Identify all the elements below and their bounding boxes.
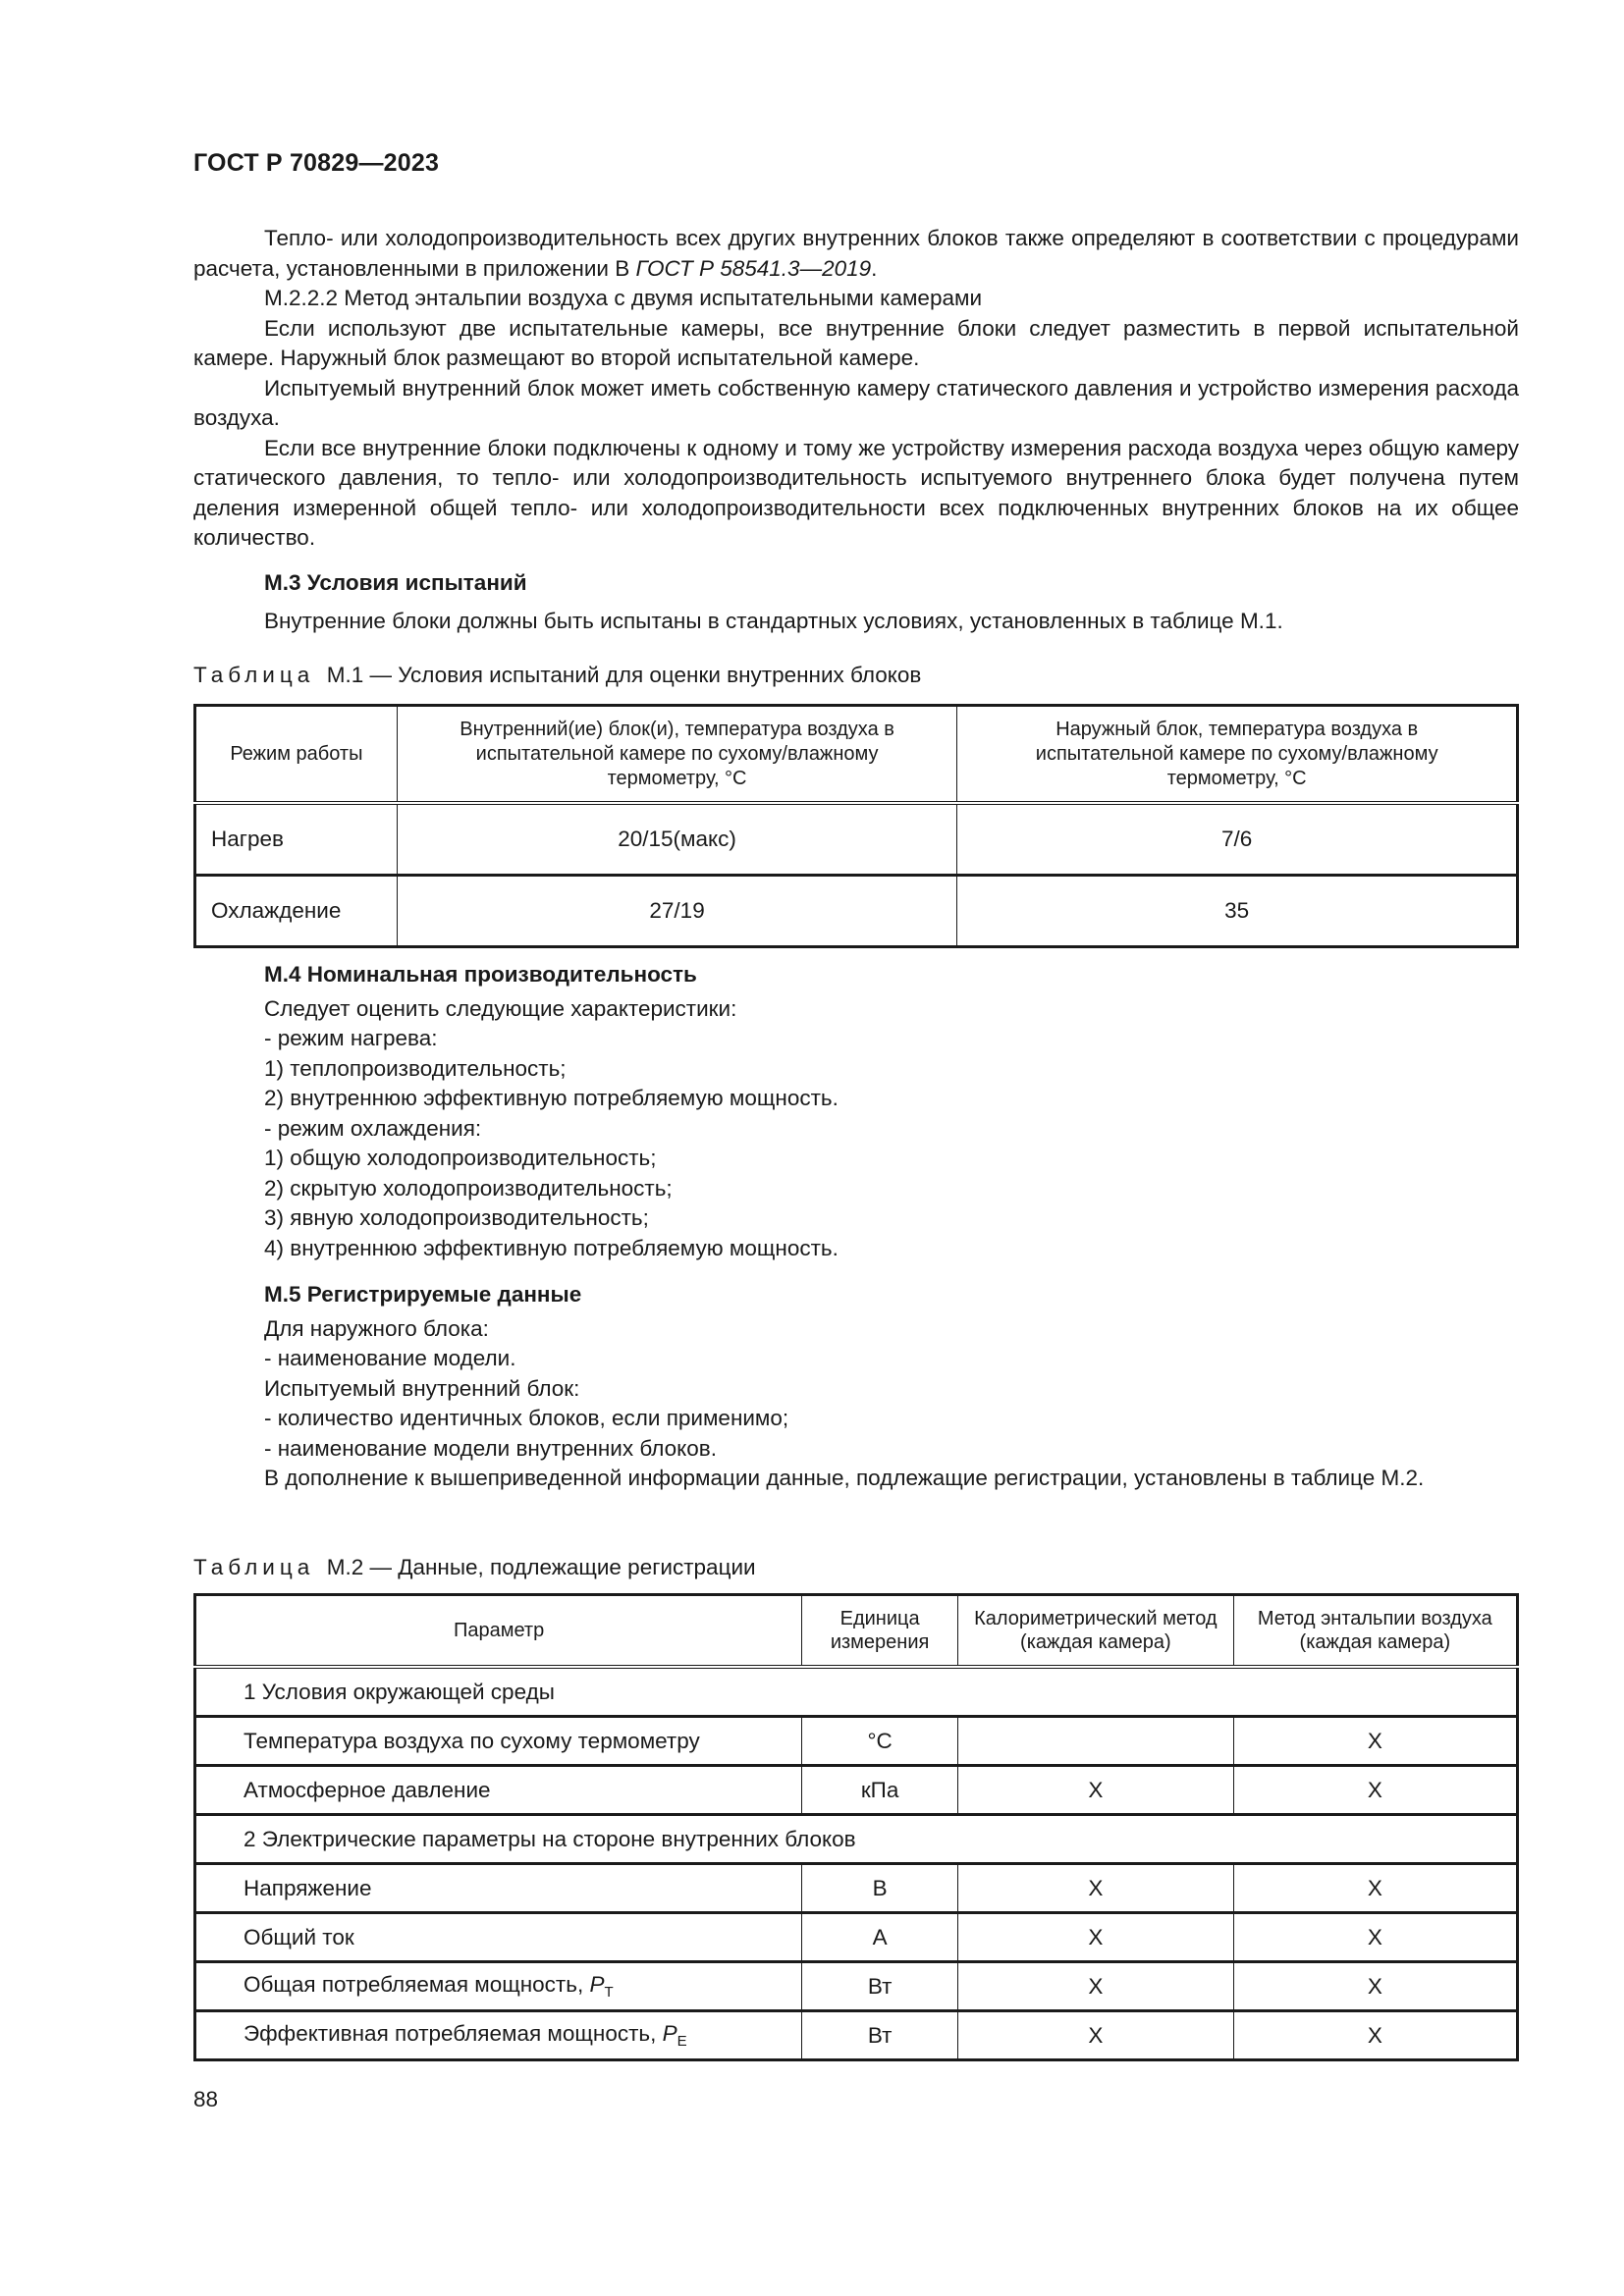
calorimetric-cell: Х bbox=[958, 1766, 1234, 1815]
parameter-cell: Напряжение bbox=[195, 1864, 802, 1913]
column-header: Режим работы bbox=[195, 706, 398, 804]
table-row bbox=[195, 876, 1518, 947]
column-header: Единица измерения bbox=[802, 1595, 958, 1668]
list-item: - наименование модели. bbox=[264, 1346, 516, 1370]
list-item: - количество идентичных блоков, если применимо; bbox=[264, 1406, 789, 1430]
table-row bbox=[195, 1766, 1518, 1815]
section-heading: М.4 Номинальная производительность bbox=[264, 962, 697, 987]
table-cell: Нагрев bbox=[195, 803, 398, 876]
table-cell: 35 bbox=[957, 876, 1518, 947]
list-item: 1) общую холодопроизводительность; bbox=[264, 1146, 657, 1170]
symbol-subscript: E bbox=[677, 2033, 687, 2050]
table-row bbox=[195, 2011, 1518, 2060]
list-item: 1) теплопроизводительность; bbox=[264, 1055, 567, 1081]
table-row bbox=[195, 1913, 1518, 1962]
subsection-title: М.2.2.2 Метод энтальпии воздуха с двумя испытательными камерами bbox=[264, 286, 983, 310]
enthalpy-cell: Х bbox=[1233, 1717, 1517, 1766]
table-row bbox=[195, 1864, 1518, 1913]
paragraph: В дополнение к вышеприведенной информации данные, подлежащие регистрации, установлены в таблице М.2. bbox=[264, 1466, 1425, 1490]
list-item: Для наружного блока: bbox=[264, 1315, 489, 1341]
table-m2-caption: Таблица М.2 — Данные, подлежащие регистрации bbox=[193, 1555, 756, 1579]
paragraph: Испытуемый внутренний блок может иметь собственную камеру статического давления и устройство измерения расхода воздуха. bbox=[193, 375, 1519, 430]
enthalpy-cell: Х bbox=[1233, 1913, 1517, 1962]
table-group-row bbox=[195, 1815, 1518, 1864]
table-cell: 7/6 bbox=[957, 803, 1518, 876]
column-header: Параметр bbox=[195, 1595, 802, 1668]
list-item: 2) скрытую холодопроизводительность; bbox=[264, 1175, 673, 1201]
intro-section bbox=[193, 224, 1519, 554]
section-m3 bbox=[193, 568, 1519, 636]
calorimetric-cell: Х bbox=[958, 1962, 1234, 2011]
calorimetric-cell: Х bbox=[958, 2011, 1234, 2060]
unit-cell: А bbox=[802, 1913, 958, 1962]
section-m4 bbox=[193, 960, 1519, 1263]
standard-reference: ГОСТ Р 58541.3—2019 bbox=[635, 255, 872, 281]
enthalpy-cell: Х bbox=[1233, 1766, 1517, 1815]
unit-cell: °С bbox=[802, 1717, 958, 1766]
unit-cell: Вт bbox=[802, 2011, 958, 2060]
table-m1 bbox=[193, 704, 1519, 948]
section-m5 bbox=[193, 1280, 1519, 1494]
list-item: 3) явную холодопроизводительность; bbox=[264, 1205, 649, 1230]
symbol-subscript: T bbox=[604, 1984, 614, 2001]
list-item: 4) внутреннюю эффективную потребляемую мощность. bbox=[264, 1235, 839, 1260]
column-header: Наружный блок, температура воздуха в испытательной камере по сухому/влажному термометру, °С bbox=[957, 706, 1518, 804]
column-header: Калориметрический метод (каждая камера) bbox=[958, 1595, 1234, 1668]
table-row bbox=[195, 1962, 1518, 2011]
calorimetric-cell: Х bbox=[958, 1913, 1234, 1962]
paragraph: Тепло- или холодопроизводительность всех других внутренних блоков также определяют в соответствии с процедурами расчета, установленными в приложении В ГОСТ Р 58541.3—2019. bbox=[193, 226, 1519, 281]
symbol: P bbox=[662, 2021, 677, 2046]
paragraph: Если все внутренние блоки подключены к одному и тому же устройству измерения расхода воздуха через общую камеру статического давления, то тепло- или холодопроизводительность испытуемого внутреннего блока будет получена путем деления измеренной общей тепло- или холодопроизводительности всех подключенных внутренних блоков на их общее количество. bbox=[193, 435, 1519, 550]
list-item: - наименование модели внутренних блоков. bbox=[264, 1435, 717, 1461]
paragraph: Если используют две испытательные камеры, все внутренние блоки следует разместить в первой испытательной камере. Наружный блок размещают во второй испытательной камере. bbox=[193, 315, 1519, 370]
parameter-cell: Эффективная потребляемая мощность, $P_E$ bbox=[195, 2011, 802, 2060]
list-item: Следует оценить следующие характеристики: bbox=[264, 995, 737, 1021]
enthalpy-cell: Х bbox=[1233, 2011, 1517, 2060]
column-header: Метод энтальпии воздуха (каждая камера) bbox=[1233, 1595, 1517, 1668]
table-row bbox=[195, 1717, 1518, 1766]
enthalpy-cell: Х bbox=[1233, 1864, 1517, 1913]
unit-cell: В bbox=[802, 1864, 958, 1913]
unit-cell: Вт bbox=[802, 1962, 958, 2011]
group-title: 1 Условия окружающей среды bbox=[195, 1667, 1518, 1717]
section-heading: М.3 Условия испытаний bbox=[264, 570, 527, 595]
calorimetric-cell bbox=[958, 1717, 1234, 1766]
list-item: - режим охлаждения: bbox=[264, 1115, 482, 1141]
list-item: 2) внутреннюю эффективную потребляемую мощность. bbox=[264, 1086, 839, 1110]
enthalpy-cell: Х bbox=[1233, 1962, 1517, 2011]
parameter-cell: Атмосферное давление bbox=[195, 1766, 802, 1815]
list-item: - режим нагрева: bbox=[264, 1026, 438, 1050]
table-row bbox=[195, 803, 1518, 876]
page-number: 88 bbox=[193, 2087, 219, 2111]
table-cell: Охлаждение bbox=[195, 876, 398, 947]
section-heading: М.5 Регистрируемые данные bbox=[264, 1282, 582, 1307]
group-title: 2 Электрические параметры на стороне внутренних блоков bbox=[195, 1815, 1518, 1864]
list-item: Испытуемый внутренний блок: bbox=[264, 1375, 580, 1401]
recorded-info-list bbox=[193, 1314, 1519, 1465]
characteristics-list bbox=[193, 994, 1519, 1264]
table-m1-caption: Таблица М.1 — Условия испытаний для оценки внутренних блоков bbox=[193, 663, 922, 687]
parameter-cell: Температура воздуха по сухому термометру bbox=[195, 1717, 802, 1766]
paragraph: Внутренние блоки должны быть испытаны в стандартных условиях, установленных в таблице М.1. bbox=[264, 608, 1283, 633]
calorimetric-cell: Х bbox=[958, 1864, 1234, 1913]
column-header: Внутренний(ие) блок(и), температура воздуха в испытательной камере по сухому/влажному термометру, °С bbox=[397, 706, 957, 804]
parameter-cell: Общая потребляемая мощность, $P_T$ bbox=[195, 1962, 802, 2011]
table-group-row bbox=[195, 1667, 1518, 1717]
table-header-row bbox=[195, 706, 1518, 804]
table-cell: 27/19 bbox=[397, 876, 957, 947]
table-header-row bbox=[195, 1595, 1518, 1668]
unit-cell: кПа bbox=[802, 1766, 958, 1815]
table-m2 bbox=[193, 1593, 1519, 2061]
document-id-header: ГОСТ Р 70829—2023 bbox=[193, 149, 440, 177]
table-cell: 20/15(макс) bbox=[397, 803, 957, 876]
symbol: P bbox=[589, 1972, 605, 1997]
parameter-cell: Общий ток bbox=[195, 1913, 802, 1962]
